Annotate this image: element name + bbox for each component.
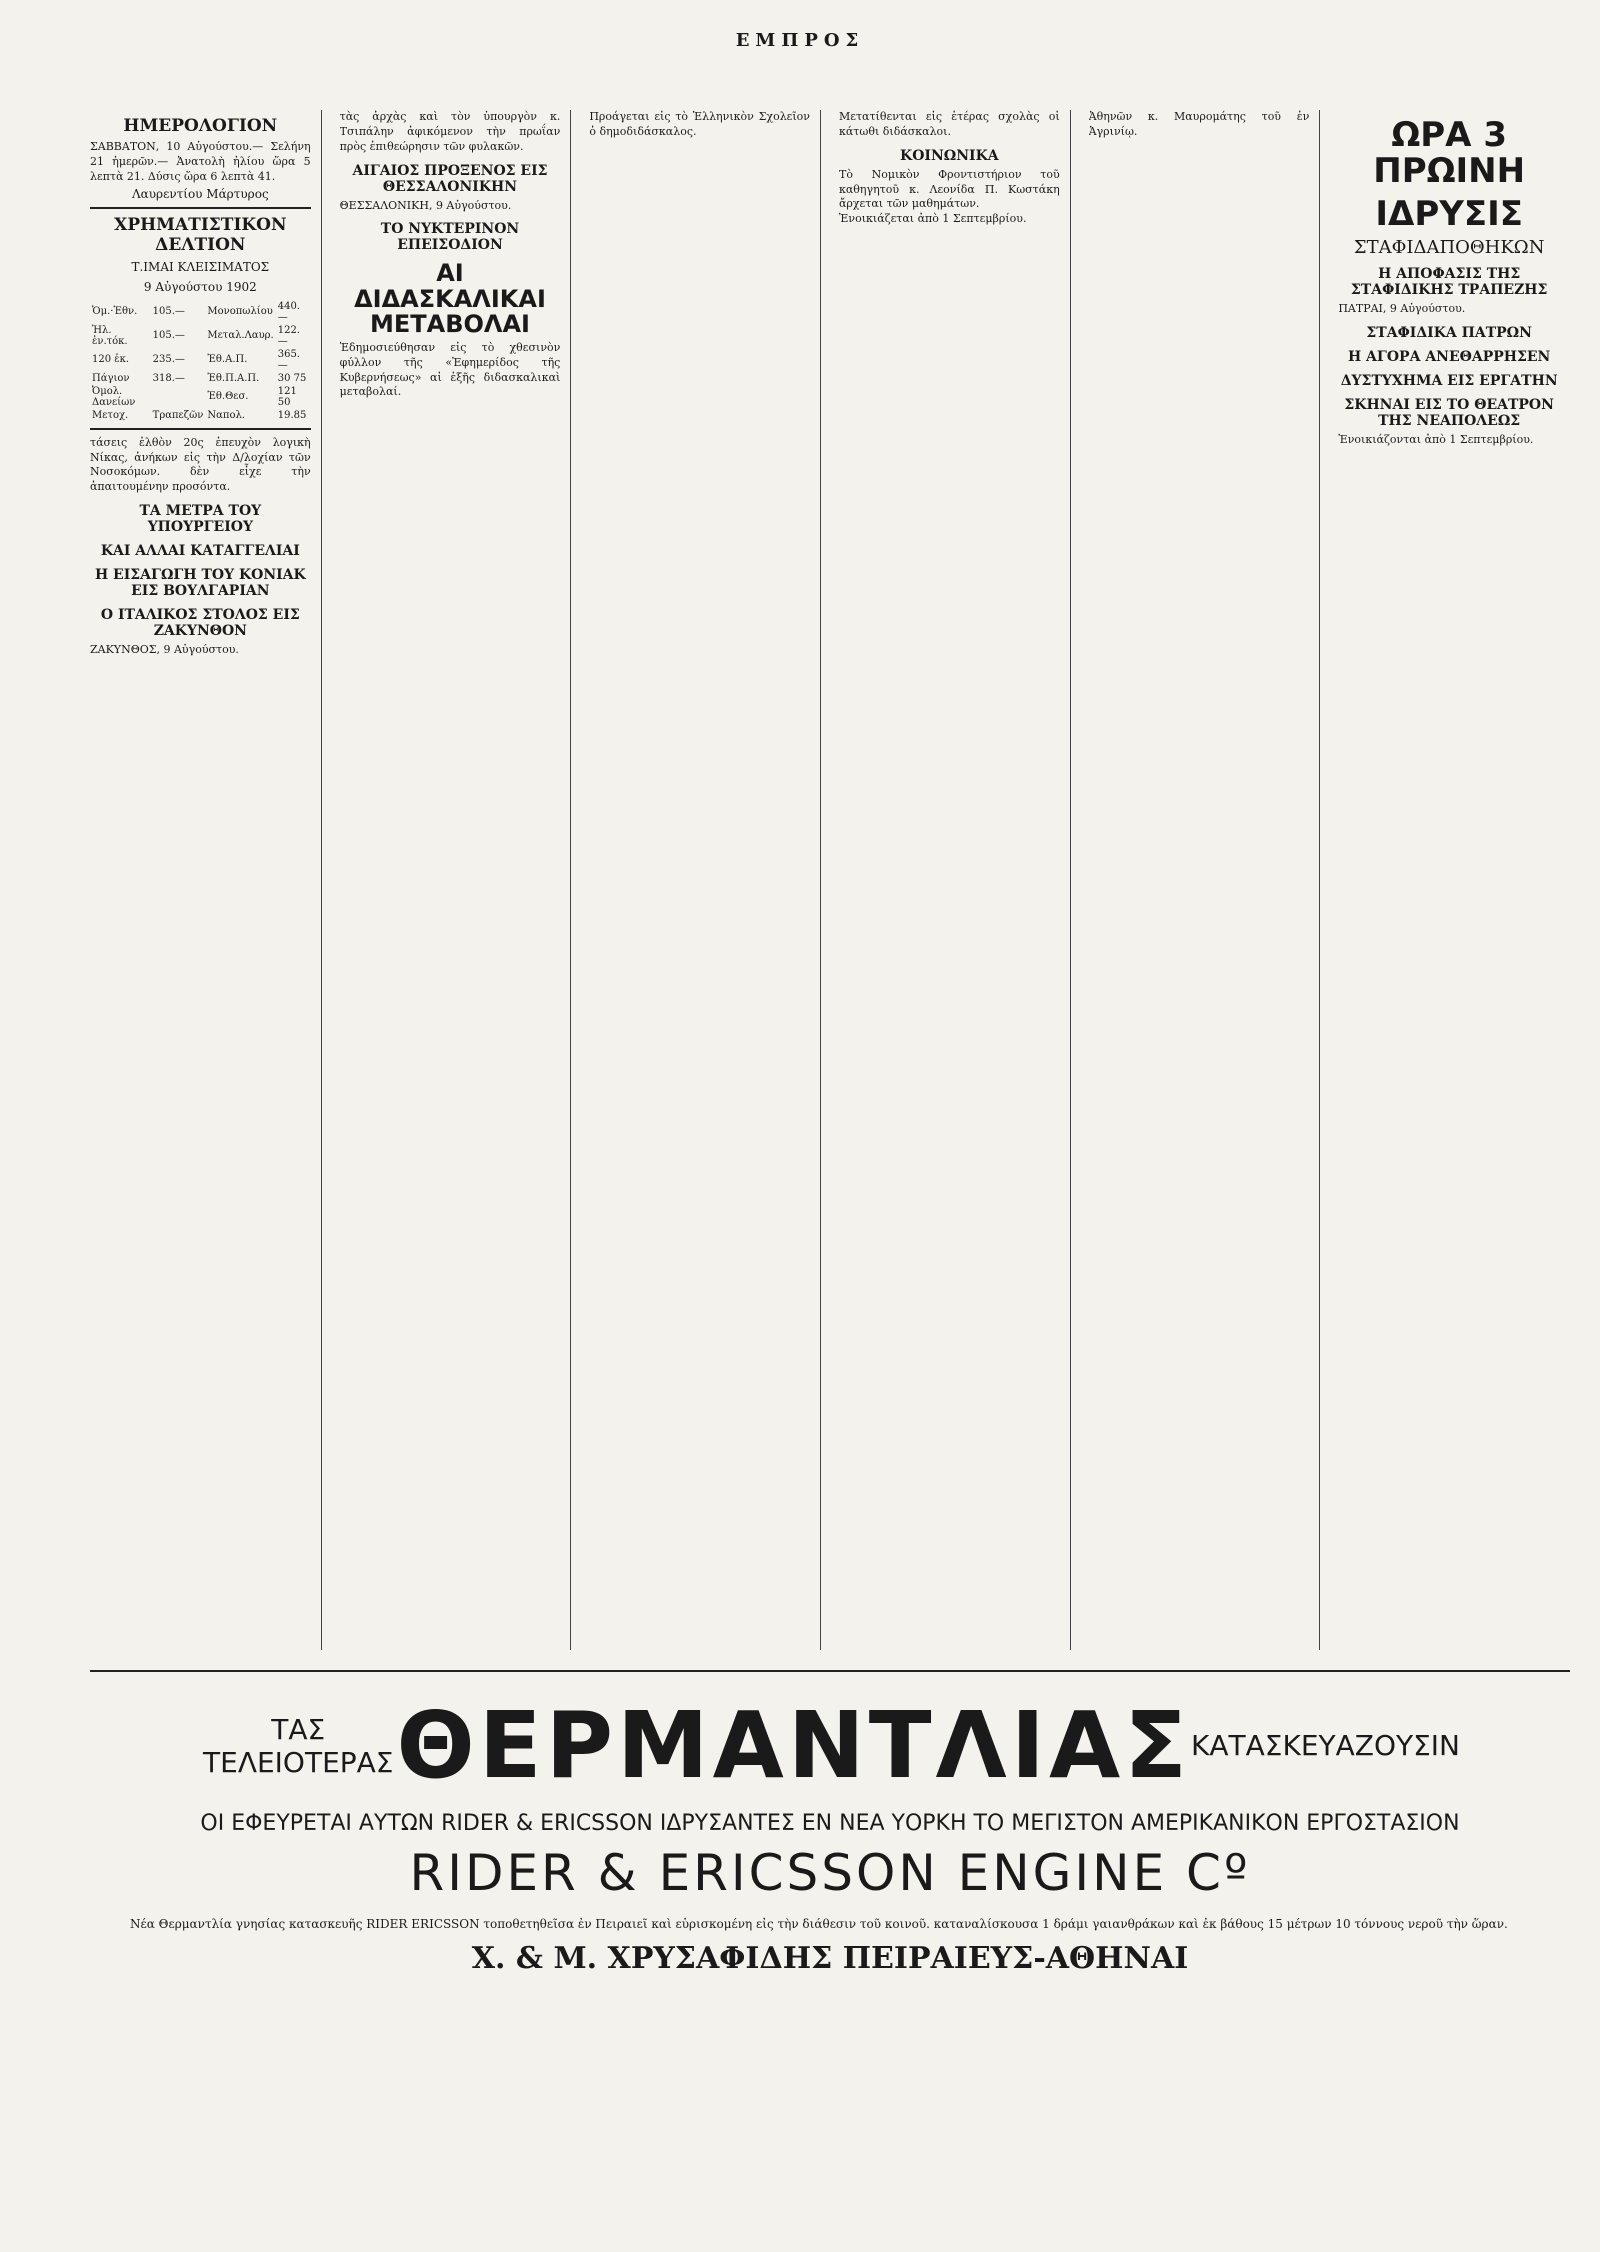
ad-title-row <box>90 1692 1570 1799</box>
calendar-heading: ΗΜΕΡΟΛΟΓΙΟΝ <box>123 116 278 136</box>
classified-ad: Ἐνοικιάζεται ἀπὸ 1 Σεπτεμβρίου. <box>839 212 1027 226</box>
article-heading: ΣΚΗΝΑΙ ΕΙΣ ΤΟ ΘΕΑΤΡΟΝ ΤΗΣ ΝΕΑΠΟΛΕΩΣ <box>1344 396 1554 429</box>
finance-date: 9 Αὐγούστου 1902 <box>143 279 257 294</box>
columns <box>90 110 1570 1650</box>
newspaper-page <box>30 30 1570 2180</box>
table-row: 120 ἐκ. 235.— Ἐθ.Α.Π. 365.— <box>92 348 300 371</box>
ad-line: ΟΙ ΕΦΕΥΡΕΤΑΙ ΑΥΤΩΝ RIDER & ERICSSON ΙΔΡΥΣΑΝΤΕΣ ΕΝ ΝΕΑ ΥΟΡΚΗ ΤΟ ΜΕΓΙΣΤΟΝ ΑΜΕΡΙΚΑΝΙΚΟΝ ΕΡΓΟΣΤΑΣΙΟΝ <box>200 1811 1460 1836</box>
subheadline: ΣΤΑΦΙΔΑΠΟΘΗΚΩΝ <box>1353 237 1545 259</box>
ad-company: RIDER & ERICSSON ENGINE Cº <box>409 1844 1251 1902</box>
ad-body: Νέα Θερμαντλία γνησίας κατασκευῆς RIDER ERICSSON τοποθετηθεῖσα ἐν Πειραιεῖ καὶ εὑρισκομένη εἰς τὴν διάθεσιν τοῦ κοινοῦ. καταναλίσκουσα 1 δράμι γαιανθράκων καὶ ἐκ βάθους 15 μέτρων 10 τόννους νεροῦ τὴν ὥραν. <box>130 1917 1508 1931</box>
column-6 <box>1338 110 1570 1650</box>
article-heading: Ο ΙΤΑΛΙΚΟΣ ΣΤΟΛΟΣ ΕΙΣ ΖΑΚΥΝΘΟΝ <box>100 607 300 640</box>
table-row: Ἠλ. ἐν.τόκ. 105.— Μεταλ.Λαυρ. 122.— <box>92 324 300 347</box>
masthead: ΕΜΠΡΟΣ <box>735 30 865 51</box>
article-text: Μετατίθενται εἰς ἑτέρας σχολὰς οἱ κάτωθι διδάσκαλοι. <box>839 110 1060 138</box>
divider <box>90 428 311 430</box>
article-text: ΘΕΣΣΑΛΟΝΙΚΗ, 9 Αὐγούστου. <box>339 198 512 212</box>
table-row: Ὀμολ. Δανείων Ἐθ.Θεσ. 121 50 <box>92 385 297 408</box>
article-heading: ΔΥΣΤΥΧΗΜΑ ΕΙΣ ΕΡΓΑΤΗΝ <box>1340 372 1558 389</box>
column-3 <box>589 110 821 1650</box>
ad-main: ΘΕΡΜΑΝΤΛΙΑΣ <box>396 1692 1191 1799</box>
article-text: τάσεις ἐλθὸν 20ς ἐπευχὸν λογικὴ Νίκας, ἀνήκων εἰς τὴν Δ/λοχίαν τῶν Νοσοκόμων. δὲν εἶχε τὴν ἀπαιτουμένην προσόντα. <box>90 435 311 494</box>
article-text: Ἀθηνῶν κ. Μαυρομάτης τοῦ ἐν Ἀγρινίῳ. <box>1088 110 1310 138</box>
ad-left: ΤΑΣ ΤΕΛΕΙΟΤΕΡΑΣ <box>203 1712 394 1779</box>
table-row: Ὁμ.·Ἐθν. 105.— Μονοπωλίου 440.— <box>92 300 300 323</box>
article-heading: ΤΑ ΜΕΤΡΑ ΤΟΥ ΥΠΟΥΡΓΕΙΟΥ <box>139 503 262 536</box>
classified-ad: Ἐνοικιάζονται ἀπὸ 1 Σεπτεμβρίου. <box>1338 432 1534 446</box>
article-text: τὰς ἀρχὰς καὶ τὸν ὑπουργὸν κ. Τσιπάλην ἀφικόμενον τὴν πρωΐαν πρὸς ἐπιθεώρησιν τῶν φυλακῶν. <box>339 110 561 153</box>
finance-subheading: Τ.ΙΜΑΙ ΚΛΕΙΣΙΜΑΤΟΣ <box>131 259 270 274</box>
article-heading: ΑΙΓΑΙΟΣ ΠΡΟΞΕΝΟΣ ΕΙΣ ΘΕΣΣΑΛΟΝΙΚΗΝ <box>352 162 548 195</box>
table-row: Μετοχ. Τραπεζῶν Ναπολ. 19.85 <box>92 409 307 421</box>
article-heading: Η ΑΠΟΦΑΣΙΣ ΤΗΣ ΣΤΑΦΙΔΙΚΗΣ ΤΡΑΠΕΖΗΣ <box>1350 266 1548 299</box>
article-heading: ΤΟ ΝΥΚΤΕΡΙΝΟΝ ΕΠΕΙΣΟΔΙΟΝ <box>380 221 520 254</box>
finance-table <box>90 300 311 422</box>
table-row: Πάγιον 318.— Ἐθ.Π.Α.Π. 30 75 <box>92 372 307 384</box>
advertisement <box>90 1670 1570 1976</box>
column-2 <box>340 110 572 1650</box>
article-heading: Η ΕΙΣΑΓΩΓΗ ΤΟΥ ΚΟΝΙΑΚ ΕΙΣ ΒΟΥΛΓΑΡΙΑΝ <box>94 567 306 600</box>
column-5 <box>1089 110 1321 1650</box>
article-heading: ΣΤΑΦΙΔΙΚΑ ΠΑΤΡΩΝ <box>1366 324 1532 341</box>
ad-seller: Χ. & Μ. ΧΡΥΣΑΦΙΔΗΣ ΠΕΙΡΑΙΕΥΣ-ΑΘΗΝΑΙ <box>471 1940 1189 1976</box>
ad-right: ΚΑΤΑΣΚΕΥΑΖΟΥΣΙΝ <box>1191 1729 1460 1762</box>
finance-heading: ΧΡΗΜΑΤΙΣΤΙΚΟΝ ΔΕΛΤΙΟΝ <box>114 214 287 256</box>
headline: ΩΡΑ 3 ΠΡΩΙΝΗ <box>1373 115 1526 191</box>
calendar-text: ΣΑΒΒΑΤΟΝ, 10 Αὐγούστου.— Σελήνη 21 ἡμερῶν.— Ἀνατολὴ ἡλίου ὥρα 5 λεπτὰ 21. Δύσις ὥρα 6 λεπτὰ 41. <box>90 140 311 184</box>
article-text: Προάγεται εἰς τὸ Ἑλληνικὸν Σχολεῖον ὁ δημοδιδάσκαλος. <box>589 110 810 138</box>
article-text: Τὸ Νομικὸν Φροντιστήριον τοῦ καθηγητοῦ κ. Λεονίδα Π. Κωστάκη ἄρχεται τῶν μαθημάτων. <box>839 167 1060 211</box>
saint-day: Λαυρεντίου Μάρτυρος <box>131 186 269 201</box>
article-text: ΠΑΤΡΑΙ, 9 Αὐγούστου. <box>1338 302 1466 316</box>
article-text: Ἐδημοσιεύθησαν εἰς τὸ χθεσινὸν φύλλον τῆς «Ἐφημερίδος τῆς Κυβερνήσεως» αἱ ἑξῆς διδασκαλικαὶ μεταβολαί. <box>339 340 561 399</box>
headline: ΙΔΡΥΣΙΣ <box>1375 194 1523 235</box>
column-1 <box>90 110 322 1650</box>
column-4 <box>839 110 1071 1650</box>
article-text: ΖΑΚΥΝΘΟΣ, 9 Αὐγούστου. <box>90 643 239 657</box>
article-heading: ΚΑΙ ΑΛΛΑΙ ΚΑΤΑΓΓΕΛΙΑΙ <box>100 543 300 560</box>
article-heading: Η ΑΓΟΡΑ ΑΝΕΘΑΡΡΗΣΕΝ <box>1347 348 1551 365</box>
article-heading: ΑΙ ΔΙΔΑΣΚΑΛΙΚΑΙ ΜΕΤΑΒΟΛΑΙ <box>354 259 546 338</box>
article-heading: ΚΟΙΝΩΝΙΚΑ <box>900 147 999 164</box>
divider <box>90 207 311 209</box>
